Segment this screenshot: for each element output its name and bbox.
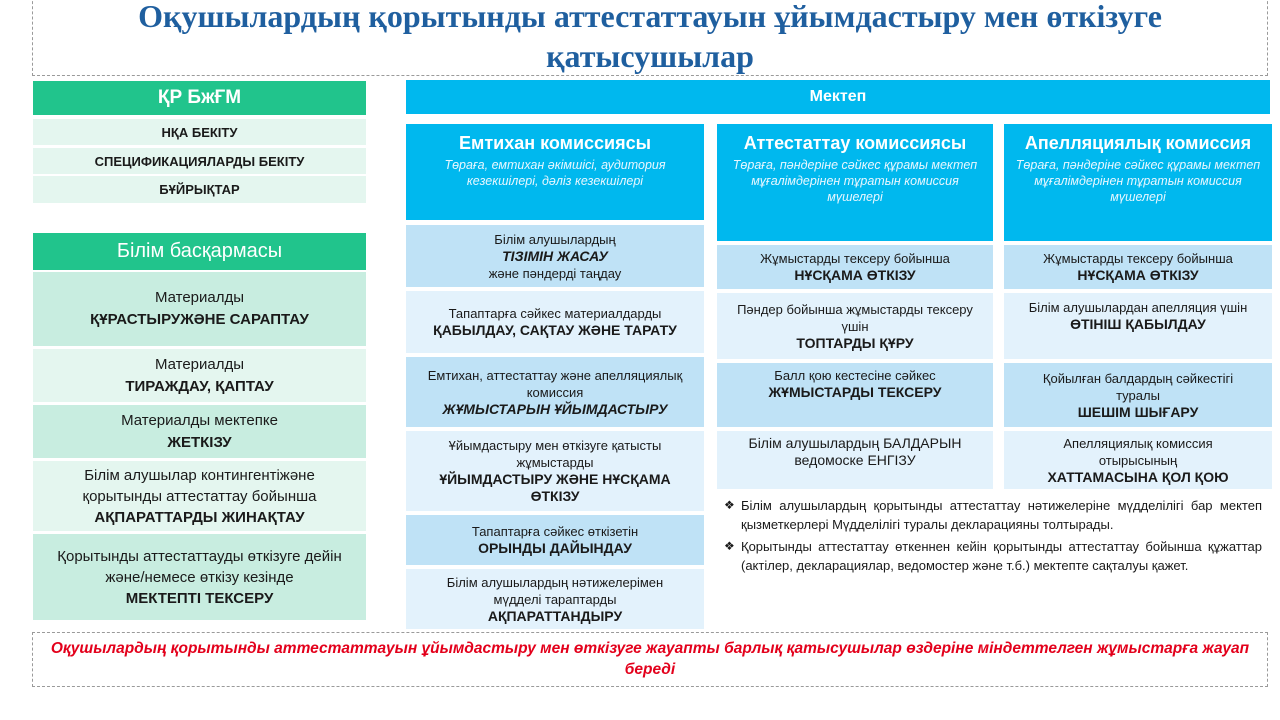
- item-text: Материалды: [154, 355, 245, 373]
- item-action: НҰСҚАМА ӨТКІЗУ: [794, 267, 916, 283]
- title-line-1: Оқушылардың қорытынды аттестаттауын ұйымдастыру мен өткізуге: [138, 0, 1162, 34]
- appeal-commission-subtitle: Төраға, пәндеріне сәйкес құрамы мектеп мұғалімдерінен тұратын комиссия мүшелері: [1015, 158, 1261, 204]
- appeal-commission-item: [1004, 363, 1272, 427]
- exam-commission-subtitle: Төраға, емтихан әкімшісі, аудитория кезекшілері, дәліз кезекшілері: [444, 158, 666, 188]
- item-action: ОРЫНДЫ ДАЙЫНДАУ: [478, 540, 632, 556]
- exam-commission-item: [406, 291, 704, 353]
- item-text-extra: және пәндерді таңдау: [488, 265, 622, 281]
- item-text: Білім алушылар контингентіжәне қорытынды аттестаттау бойынша: [82, 466, 317, 505]
- exam-commission-title: Емтихан комиссиясы: [459, 133, 651, 153]
- attestation-commission-item: [717, 293, 993, 359]
- exam-commission-item: [406, 569, 704, 629]
- item-action: АҚПАРАТТАНДЫРУ: [487, 607, 623, 624]
- exam-commission-item: [406, 357, 704, 427]
- school-header: Мектеп: [406, 80, 1270, 114]
- item-action: ҚАБЫЛДАУ, САҚТАУ ЖӘНЕ ТАРАТУ: [433, 322, 677, 338]
- note-text: Қорытынды аттестаттау өткеннен кейін қорытынды аттестаттау бойынша құжаттар (актілер, декларациялар, ведомостер және т.б.) мектепте сақталуы қажет.: [741, 539, 1262, 573]
- item-text: Білім алушылардың БАЛДАРЫН ведомоске ЕНГІЗУ: [748, 435, 962, 468]
- attestation-commission-subtitle: Төраға, пәндеріне сәйкес құрамы мектеп мұғалімдерінен тұратын комиссия мүшелері: [732, 158, 978, 204]
- attestation-commission-item: [717, 431, 993, 489]
- note-text: Білім алушылардың қорытынды аттестаттау нәтижелеріне мүдделілігі бар мектеп қызметкерлері Мүдделілігі туралы декларацияны толтырады.: [741, 498, 1262, 532]
- item-action: ТОПТАРДЫ ҚҰРУ: [796, 334, 914, 351]
- ministry-item-nka: НҚА БЕКІТУ: [33, 119, 366, 145]
- appeal-commission-item: [1004, 245, 1272, 289]
- item-text: Білім алушылардың нәтижелерімен мүдделі тараптарды: [446, 574, 664, 607]
- item-action: ӨТІНІШ ҚАБЫЛДАУ: [1070, 316, 1206, 332]
- item-text: Қорытынды аттестаттауды өткізуге дейін және/немесе өткізу кезінде: [57, 547, 342, 586]
- appeal-commission-item: [1004, 293, 1272, 359]
- item-text: Жұмыстарды тексеру бойынша: [1043, 251, 1233, 266]
- item-action: ЖҰМЫСТАРЫН ҰЙЫМДАСТЫРУ: [442, 400, 668, 417]
- ministry-header: ҚР БжҒМ: [33, 81, 366, 115]
- note-item: [724, 496, 1262, 534]
- note-item: [724, 537, 1262, 575]
- item-action: МЕКТЕПТІ ТЕКСЕРУ: [125, 589, 274, 607]
- item-action: ТИРАЖДАУ, ҚАПТАУ: [125, 377, 274, 395]
- item-text: Материалды мектепке: [121, 411, 278, 429]
- item-action: ЖҰМЫСТАРДЫ ТЕКСЕРУ: [768, 384, 942, 400]
- diamond-bullet-icon: ❖: [724, 498, 735, 512]
- item-action: ХАТТАМАСЫНА ҚОЛ ҚОЮ: [1047, 468, 1229, 485]
- item-text: Материалды: [154, 289, 245, 306]
- item-text: Балл қою кестесіне сәйкес: [774, 368, 936, 383]
- item-action: АҚПАРАТТАРДЫ ЖИНАҚТАУ: [94, 508, 305, 526]
- item-action: ҚҰРАСТЫРУЖӘНЕ САРАПТАУ: [90, 311, 309, 328]
- ministry-item-specifications: СПЕЦИФИКАЦИЯЛАРДЫ БЕКІТУ: [33, 148, 366, 174]
- page-title: [32, 0, 1268, 76]
- footer-note: Оқушылардың қорытынды аттестаттауын ұйымдастыру мен өткізуге жауапты барлық қатысушылар өздеріне міндеттелген жұмыстарға жауап береді: [32, 632, 1268, 687]
- education-dept-item: [33, 349, 366, 402]
- exam-commission-item: [406, 225, 704, 287]
- education-dept-item: [33, 272, 366, 346]
- item-action: НҰСҚАМА ӨТКІЗУ: [1077, 267, 1199, 283]
- item-text: Апелляциялық комиссия отырысының: [1063, 435, 1213, 468]
- appeal-commission-header: [1004, 124, 1272, 241]
- appeal-commission-title: Апелляциялық комиссия: [1024, 133, 1252, 153]
- item-text: Білім алушылардың: [494, 231, 616, 247]
- item-text: Қойылған балдардың сәйкестігі туралы: [1042, 370, 1234, 403]
- appeal-commission-item: [1004, 431, 1272, 489]
- education-dept-item: [33, 461, 366, 531]
- diamond-bullet-icon: ❖: [724, 539, 735, 553]
- item-text: Білім алушылардан апелляция үшін: [1028, 300, 1248, 315]
- education-dept-header: Білім басқармасы: [33, 233, 366, 270]
- attestation-commission-item: [717, 245, 993, 289]
- item-action: ҰЙЫМДАСТЫРУ ЖӘНЕ НҰСҚАМА ӨТКІЗУ: [439, 471, 671, 504]
- item-action: ШЕШІМ ШЫҒАРУ: [1077, 403, 1199, 420]
- attestation-commission-title: Аттестаттау комиссиясы: [743, 133, 967, 153]
- exam-commission-item: [406, 431, 704, 511]
- item-text: Тапаптарға сәйкес материалдарды: [448, 306, 662, 321]
- item-text: Ұйымдастыру мен өткізуге қатысты жұмыстарды: [448, 438, 662, 470]
- education-dept-item: [33, 534, 366, 620]
- item-text: Жұмыстарды тексеру бойынша: [760, 251, 950, 266]
- attestation-commission-header: [717, 124, 993, 241]
- attestation-commission-item: [717, 363, 993, 427]
- item-action: ЖЕТКІЗУ: [167, 433, 232, 451]
- item-text: Тапаптарға сәйкес өткізетін: [471, 524, 639, 539]
- title-line-2: қатысушылар: [546, 38, 754, 74]
- exam-commission-item: [406, 515, 704, 565]
- item-text: Пәндер бойынша жұмыстарды тексеру үшін: [737, 301, 973, 334]
- notes-list: [724, 496, 1262, 575]
- ministry-item-orders: БҰЙРЫҚТАР: [33, 176, 366, 203]
- item-action: ТІЗІМІН ЖАСАУ: [502, 247, 608, 264]
- item-text: Емтихан, аттестаттау және апелляциялық комиссия: [427, 367, 683, 400]
- exam-commission-header: [406, 124, 704, 220]
- education-dept-item: [33, 405, 366, 458]
